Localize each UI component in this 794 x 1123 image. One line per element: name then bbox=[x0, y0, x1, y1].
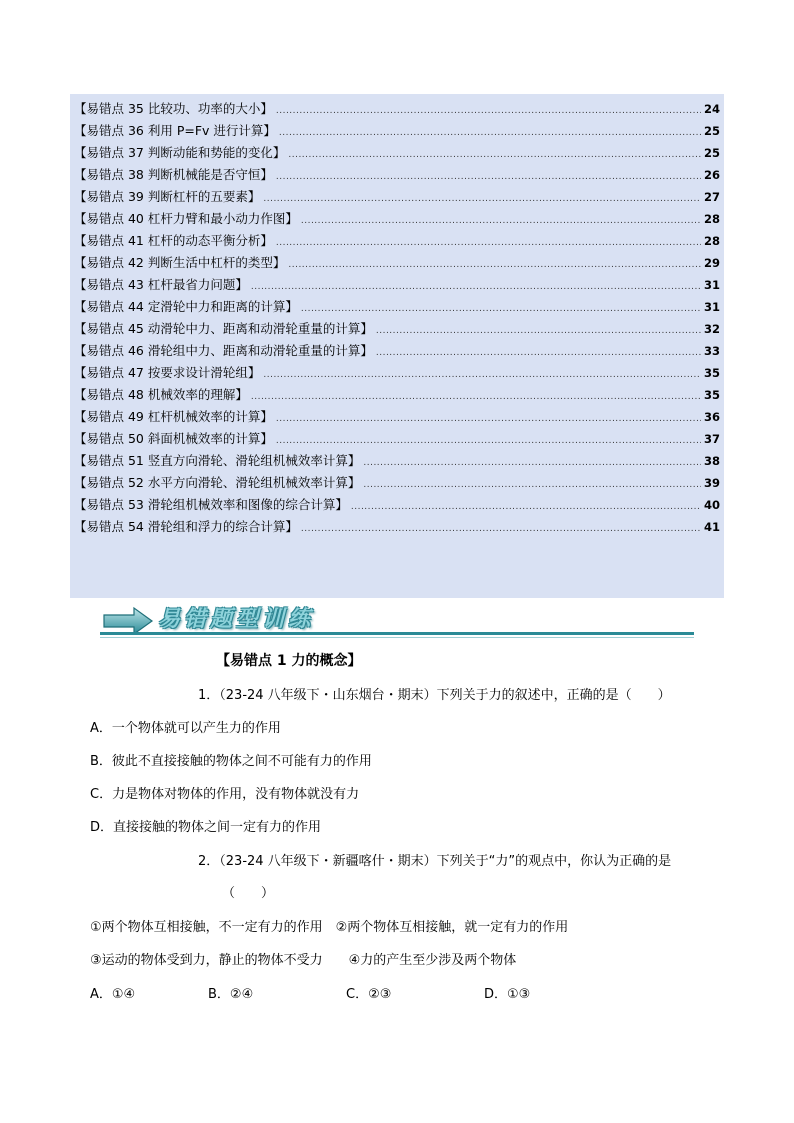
banner-title: 易错题型训练 bbox=[158, 606, 315, 632]
toc-page-number[interactable]: 28 bbox=[703, 234, 720, 248]
toc-page-number[interactable]: 37 bbox=[703, 432, 720, 446]
toc-entry-label[interactable]: 【易错点 48 机械效率的理解】 bbox=[74, 387, 248, 402]
toc-entry-label[interactable]: 【易错点 43 杠杆最省力问题】 bbox=[74, 277, 248, 292]
toc-page-number[interactable]: 27 bbox=[703, 190, 720, 204]
toc-page-number[interactable]: 31 bbox=[703, 278, 720, 292]
question-2-choice-b: B．②④ bbox=[208, 987, 254, 1002]
toc-page-number[interactable]: 38 bbox=[703, 454, 720, 468]
question-2-choice-a: A．①④ bbox=[90, 987, 136, 1002]
toc-leader-dots bbox=[301, 516, 701, 538]
toc-row[interactable] bbox=[74, 340, 720, 362]
toc-leader-dots bbox=[363, 450, 701, 472]
toc-leader-dots bbox=[301, 296, 701, 318]
toc-list bbox=[74, 98, 720, 538]
toc-entry-label[interactable]: 【易错点 47 按要求设计滑轮组】 bbox=[74, 365, 261, 380]
toc-leader-dots bbox=[276, 428, 701, 450]
toc-entry-label[interactable]: 【易错点 35 比较功、功率的大小】 bbox=[74, 101, 273, 116]
toc-leader-dots bbox=[276, 230, 701, 252]
toc-entry-label[interactable]: 【易错点 38 判断机械能是否守恒】 bbox=[74, 167, 273, 182]
toc-leader-dots bbox=[288, 142, 701, 164]
table-of-contents bbox=[70, 94, 724, 598]
toc-leader-dots bbox=[276, 406, 701, 428]
toc-entry-label[interactable]: 【易错点 46 滑轮组中力、距离和动滑轮重量的计算】 bbox=[74, 343, 373, 358]
question-2-answer-blank: （ ） bbox=[222, 886, 275, 901]
toc-entry-label[interactable]: 【易错点 41 杠杆的动态平衡分析】 bbox=[74, 233, 273, 248]
question-2-statements-line-1: ①两个物体互相接触，不一定有力的作用 ②两个物体互相接触，就一定有力的作用 bbox=[90, 920, 569, 935]
toc-leader-dots bbox=[363, 472, 701, 494]
toc-row[interactable] bbox=[74, 98, 720, 120]
toc-entry-label[interactable]: 【易错点 49 杠杆机械效率的计算】 bbox=[74, 409, 273, 424]
question-2-stem: 2．（23-24 八年级下・新疆喀什・期末）下列关于“力”的观点中，你认为正确的是 bbox=[198, 854, 672, 869]
toc-entry-label[interactable]: 【易错点 42 判断生活中杠杆的类型】 bbox=[74, 255, 286, 270]
toc-entry-label[interactable]: 【易错点 51 竖直方向滑轮、滑轮组机械效率计算】 bbox=[74, 453, 361, 468]
question-2-choice-c: C．②③ bbox=[346, 987, 392, 1002]
toc-page-number[interactable]: 33 bbox=[703, 344, 720, 358]
toc-row[interactable] bbox=[74, 120, 720, 142]
toc-row[interactable] bbox=[74, 230, 720, 252]
question-1-option-b: B．彼此不直接接触的物体之间不可能有力的作用 bbox=[90, 754, 372, 769]
toc-entry-label[interactable]: 【易错点 40 杠杆力臂和最小动力作图】 bbox=[74, 211, 298, 226]
toc-page-number[interactable]: 29 bbox=[703, 256, 720, 270]
toc-row[interactable] bbox=[74, 208, 720, 230]
toc-entry-label[interactable]: 【易错点 50 斜面机械效率的计算】 bbox=[74, 431, 273, 446]
toc-row[interactable] bbox=[74, 142, 720, 164]
question-2-statements-line-2: ③运动的物体受到力，静止的物体不受力 ④力的产生至少涉及两个物体 bbox=[90, 953, 517, 968]
toc-entry-label[interactable]: 【易错点 45 动滑轮中力、距离和动滑轮重量的计算】 bbox=[74, 321, 373, 336]
toc-page-number[interactable]: 32 bbox=[703, 322, 720, 336]
banner-underline-thin bbox=[100, 637, 694, 638]
toc-entry-label[interactable]: 【易错点 36 利用 P=Fv 进行计算】 bbox=[74, 123, 276, 138]
toc-leader-dots bbox=[376, 340, 701, 362]
toc-page-number[interactable]: 31 bbox=[703, 300, 720, 314]
toc-leader-dots bbox=[301, 208, 701, 230]
toc-row[interactable] bbox=[74, 384, 720, 406]
section-banner bbox=[100, 600, 694, 640]
question-1-option-a: A．一个物体就可以产生力的作用 bbox=[90, 721, 281, 736]
question-1-stem: 1．（23-24 八年级下・山东烟台・期末）下列关于力的叙述中，正确的是（ ） bbox=[198, 688, 671, 703]
toc-page-number[interactable]: 39 bbox=[703, 476, 720, 490]
toc-leader-dots bbox=[376, 318, 701, 340]
toc-page-number[interactable]: 35 bbox=[703, 366, 720, 380]
toc-leader-dots bbox=[288, 252, 701, 274]
toc-row[interactable] bbox=[74, 252, 720, 274]
question-2-choice-d: D．①③ bbox=[484, 987, 531, 1002]
toc-row[interactable] bbox=[74, 296, 720, 318]
toc-row[interactable] bbox=[74, 164, 720, 186]
toc-page-number[interactable]: 35 bbox=[703, 388, 720, 402]
toc-page-number[interactable]: 25 bbox=[703, 146, 720, 160]
toc-entry-label[interactable]: 【易错点 54 滑轮组和浮力的综合计算】 bbox=[74, 519, 298, 534]
toc-leader-dots bbox=[351, 494, 701, 516]
toc-entry-label[interactable]: 【易错点 39 判断杠杆的五要素】 bbox=[74, 189, 261, 204]
toc-row[interactable] bbox=[74, 186, 720, 208]
toc-leader-dots bbox=[251, 384, 701, 406]
toc-entry-label[interactable]: 【易错点 52 水平方向滑轮、滑轮组机械效率计算】 bbox=[74, 475, 361, 490]
toc-leader-dots bbox=[279, 120, 701, 142]
toc-leader-dots bbox=[263, 186, 701, 208]
toc-row[interactable] bbox=[74, 450, 720, 472]
toc-page-number[interactable]: 41 bbox=[703, 520, 720, 534]
toc-row[interactable] bbox=[74, 318, 720, 340]
question-1-option-c: C．力是物体对物体的作用，没有物体就没有力 bbox=[90, 787, 360, 802]
toc-entry-label[interactable]: 【易错点 44 定滑轮中力和距离的计算】 bbox=[74, 299, 298, 314]
toc-page-number[interactable]: 25 bbox=[703, 124, 720, 138]
toc-page-number[interactable]: 26 bbox=[703, 168, 720, 182]
section-title: 【易错点 1 力的概念】 bbox=[216, 653, 362, 669]
toc-row[interactable] bbox=[74, 362, 720, 384]
toc-leader-dots bbox=[251, 274, 701, 296]
toc-row[interactable] bbox=[74, 516, 720, 538]
toc-row[interactable] bbox=[74, 472, 720, 494]
toc-leader-dots bbox=[263, 362, 701, 384]
toc-entry-label[interactable]: 【易错点 53 滑轮组机械效率和图像的综合计算】 bbox=[74, 497, 348, 512]
banner-underline bbox=[100, 632, 694, 635]
toc-page-number[interactable]: 36 bbox=[703, 410, 720, 424]
toc-leader-dots bbox=[276, 164, 701, 186]
toc-page-number[interactable]: 28 bbox=[703, 212, 720, 226]
toc-row[interactable] bbox=[74, 428, 720, 450]
toc-row[interactable] bbox=[74, 274, 720, 296]
toc-page-number[interactable]: 40 bbox=[703, 498, 720, 512]
toc-page-number[interactable]: 24 bbox=[703, 102, 720, 116]
toc-row[interactable] bbox=[74, 406, 720, 428]
toc-row[interactable] bbox=[74, 494, 720, 516]
question-1-option-d: D．直接接触的物体之间一定有力的作用 bbox=[90, 820, 322, 835]
toc-leader-dots bbox=[276, 98, 701, 120]
toc-entry-label[interactable]: 【易错点 37 判断动能和势能的变化】 bbox=[74, 145, 286, 160]
